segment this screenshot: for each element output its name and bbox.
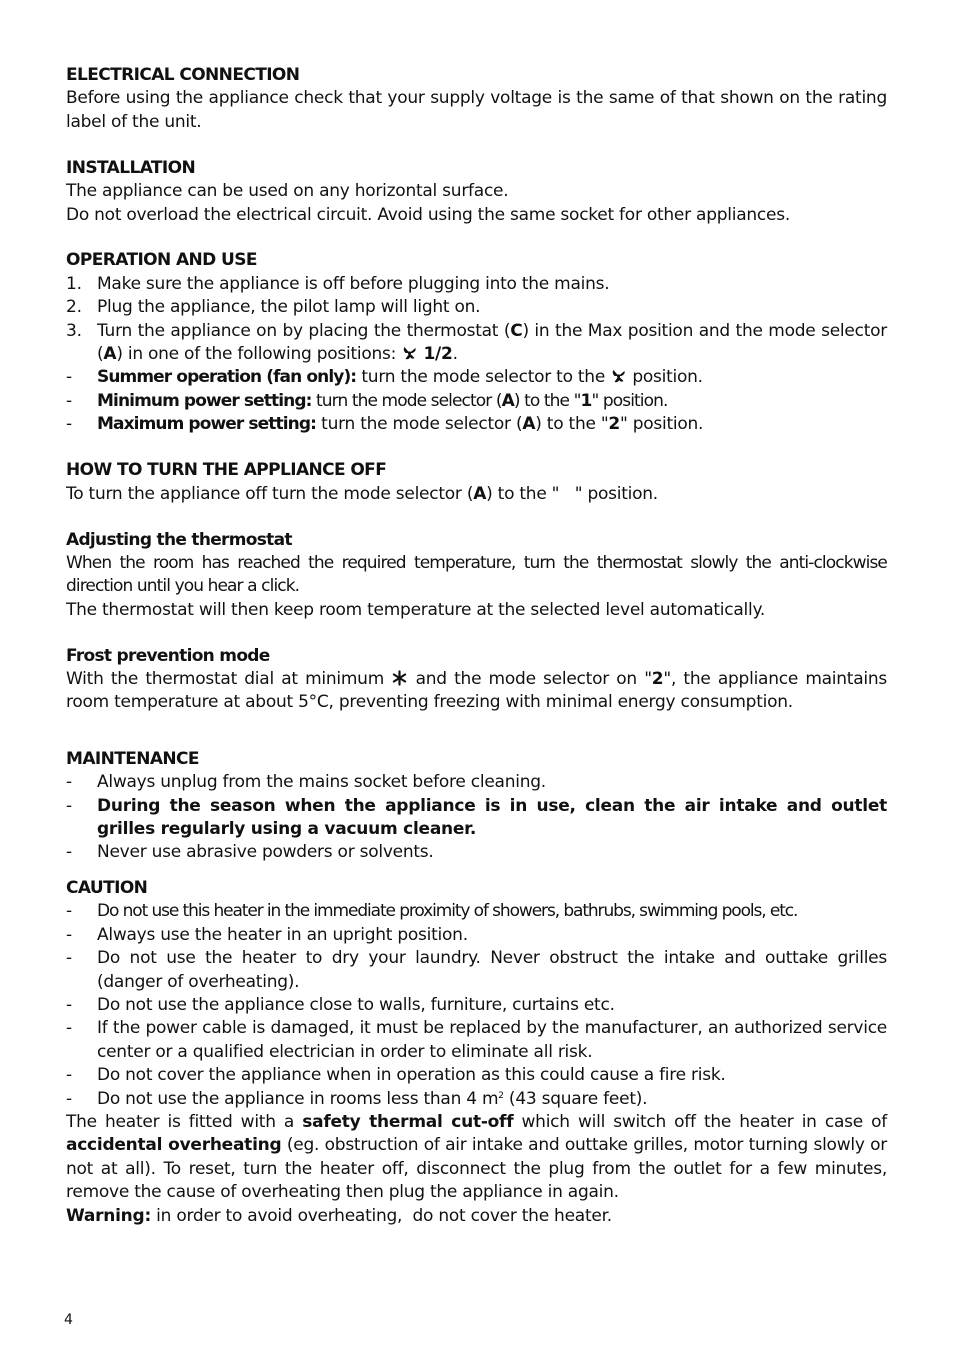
step-text: .	[452, 344, 458, 365]
maintenance-item-1	[66, 771, 887, 794]
dash-marker: -	[66, 948, 72, 969]
document-page	[66, 64, 887, 1228]
caution-text: Do not cover the appliance when in operation as this could cause a fire risk.	[97, 1065, 726, 1086]
step-number: 3.	[66, 320, 82, 341]
dash-marker: -	[66, 795, 72, 816]
caution-text: If the power cable is damaged, it must be replaced by the manufacturer, an authorized service center or a qualified electrician in order to eliminate all risk.	[97, 1018, 887, 1062]
selector-letter: A	[103, 344, 117, 365]
turn-off-text-a: To turn the appliance off turn the mode selector (	[66, 483, 474, 504]
dash-marker: -	[66, 1018, 72, 1039]
caution-text: (43 square feet).	[503, 1088, 648, 1109]
heading-installation: INSTALLATION	[66, 157, 196, 178]
step-number: 1.	[66, 273, 82, 294]
dash-marker: -	[66, 842, 72, 863]
safety-text: (eg. obstruction of air intake and outtake grilles, motor turning slowly or not at all). To reset, turn the heater off, disconnect the plug from the outlet for a few minutes, remove the cause of overheating then plug the appliance in again.	[66, 1135, 887, 1203]
position-values: 1/2	[423, 344, 453, 365]
maximum-power-item	[66, 413, 887, 436]
frost-value: 2	[651, 669, 664, 690]
warning-text	[66, 1205, 887, 1228]
frost-text-a: With the thermostat dial at minimum	[66, 669, 392, 690]
min-value: 1	[580, 390, 592, 411]
step-text: ) in the Max position and the mode selector (	[97, 320, 887, 365]
maintenance-text: Never use abrasive powders or solvents.	[97, 842, 434, 863]
dash-marker: -	[66, 367, 72, 388]
dash-marker: -	[66, 994, 72, 1015]
caution-item-5	[66, 1017, 887, 1064]
installation-line-2: Do not overload the electrical circuit. Avoid using the same socket for other appliances.	[66, 204, 790, 225]
frost-text-c: ", the appliance maintains room temperature at about 5°C, preventing freezing with minimal energy consumption.	[66, 669, 887, 713]
heading-thermostat: Adjusting the thermostat	[66, 529, 292, 550]
caution-text: Do not use the appliance in rooms less than 4 m	[97, 1088, 499, 1109]
installation-line-1: The appliance can be used on any horizontal surface.	[66, 181, 509, 202]
dash-marker: -	[66, 1065, 72, 1086]
warning-label: Warning:	[66, 1205, 152, 1226]
step-text: Make sure the appliance is off before plugging into the mains.	[97, 273, 610, 294]
heading-caution: CAUTION	[66, 877, 148, 898]
turn-off-text	[66, 483, 887, 506]
safety-cutoff-text	[66, 1111, 887, 1205]
operation-step-1	[66, 273, 887, 296]
heading-electrical: ELECTRICAL CONNECTION	[66, 65, 300, 85]
thermostat-text-1: When the room has reached the required temperature, turn the thermostat slowly the anti-clockwise direction until you hear a click.	[66, 552, 887, 597]
caution-text: Do not use the heater to dry your laundry. Never obstruct the intake and outtake grilles (danger of overheating).	[97, 948, 887, 992]
step-number: 2.	[66, 297, 82, 318]
summer-text-end: position.	[627, 367, 703, 388]
summer-label: Summer operation (fan only):	[97, 367, 357, 388]
caution-text: Do not use the appliance close to walls, furniture, curtains etc.	[97, 994, 615, 1015]
safety-bold: safety thermal cut-off	[302, 1111, 514, 1132]
min-label: Minimum power setting:	[97, 390, 312, 411]
step-text: ) in one of the following positions:	[116, 344, 402, 365]
min-text: turn the mode selector (	[311, 390, 502, 411]
max-text: ) to the "	[535, 414, 609, 435]
selector-letter: A	[501, 390, 514, 411]
thermostat-letter: C	[510, 320, 523, 341]
step-text: Plug the appliance, the pilot lamp will light on.	[97, 297, 481, 318]
max-label: Maximum power setting:	[97, 414, 317, 435]
fan-icon	[610, 368, 627, 384]
operation-step-3	[66, 320, 887, 367]
maintenance-text: During the season when the appliance is in use, clean the air intake and outlet grilles regularly using a vacuum cleaner.	[97, 795, 887, 840]
selector-letter: A	[522, 414, 536, 435]
dash-marker: -	[66, 414, 72, 435]
max-text: " position.	[620, 414, 704, 435]
page-number: 4	[64, 1312, 73, 1328]
warning-body: in order to avoid overheating, do not cover the heater.	[151, 1205, 612, 1226]
operation-step-2	[66, 296, 887, 319]
selector-letter: A	[473, 483, 487, 504]
dash-marker: -	[66, 772, 72, 793]
max-value: 2	[608, 414, 620, 435]
dash-marker: -	[66, 924, 72, 945]
caution-text: Do not use this heater in the immediate proximity of showers, bathrubs, swimming pools, etc.	[97, 901, 798, 922]
dash-marker: -	[66, 1088, 72, 1109]
superscript: 2	[498, 1090, 504, 1101]
heading-maintenance: MAINTENANCE	[66, 748, 199, 769]
caution-text: Always use the heater in an upright position.	[97, 924, 468, 945]
summer-operation-item	[66, 366, 887, 389]
caution-item-4	[66, 994, 887, 1017]
minimum-power-item	[66, 390, 887, 413]
electrical-text: Before using the appliance check that your supply voltage is the same of that shown on the rating label of the unit.	[66, 88, 887, 132]
maintenance-item-2	[66, 795, 887, 842]
caution-item-1	[66, 900, 887, 923]
heading-turn-off: HOW TO TURN THE APPLIANCE OFF	[66, 460, 387, 481]
heading-operation: OPERATION AND USE	[66, 250, 257, 271]
max-text: turn the mode selector (	[316, 414, 523, 435]
dash-marker: -	[66, 390, 72, 411]
caution-item-6	[66, 1064, 887, 1087]
frost-text-b: and the mode selector on "	[408, 669, 652, 690]
caution-item-7	[66, 1088, 887, 1111]
safety-text: which will switch off the heater in case of	[513, 1111, 887, 1132]
caution-item-2	[66, 924, 887, 947]
min-text: ) to the "	[513, 390, 581, 411]
turn-off-text-b: ) to the " " position.	[486, 483, 658, 504]
dash-marker: -	[66, 901, 72, 922]
fan-icon	[401, 345, 418, 361]
summer-text: turn the mode selector to the	[356, 367, 611, 388]
caution-item-3	[66, 947, 887, 994]
min-text: " position.	[591, 390, 668, 411]
safety-text: The heater is fitted with a	[66, 1111, 303, 1132]
thermostat-text-2: The thermostat will then keep room temperature at the selected level automatically.	[66, 599, 766, 620]
step-text: Turn the appliance on by placing the thermostat (	[97, 320, 511, 341]
safety-bold: accidental overheating	[66, 1135, 282, 1156]
maintenance-text: Always unplug from the mains socket before cleaning.	[97, 772, 546, 793]
heading-frost: Frost prevention mode	[66, 645, 270, 666]
frost-text	[66, 668, 887, 715]
maintenance-item-3	[66, 841, 887, 864]
snowflake-icon	[391, 670, 408, 686]
